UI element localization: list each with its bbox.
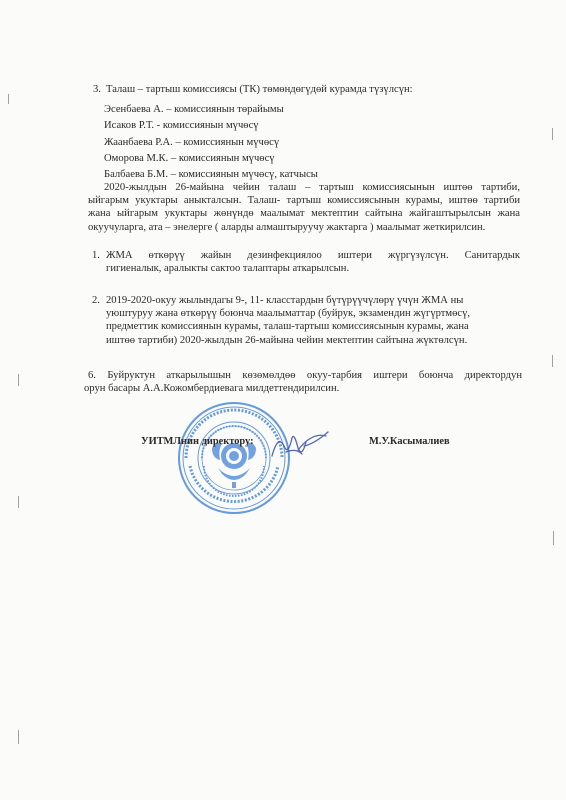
director-signature: [268, 428, 332, 462]
item6-paragraph: [84, 369, 522, 395]
list1-line-2: гигиеналык, аралыкты сактоо талаптары аткарылсын.: [106, 263, 350, 275]
list1-text: [106, 249, 520, 275]
commission-paragraph: [88, 181, 520, 234]
list1-number: 1.: [92, 250, 100, 261]
member-5: Балбаева Б.М. – комиссиянын мүчөсү, катчысы: [104, 169, 318, 180]
list2-line-1: 2019-2020-окуу жылындагы 9-, 11- класстардын бүтүрүүчүлөрү үчүн ЖМА ны: [106, 295, 464, 306]
scan-mark-left-mid: [18, 374, 19, 386]
item6-line-2: орун басары А.А.Кожомбердиевага милдеттендирилсин.: [84, 383, 340, 395]
list2-line-2: уюштуруу жана өткөрүү боюнча маалыматтар (буйрук, экзамендин жүгүртмөсү,: [106, 308, 471, 320]
list2-number: 2.: [92, 295, 100, 306]
director-name: М.У.Касымалиев: [369, 436, 450, 447]
member-2: Исаков Р.Т. - комиссиянын мүчөсү: [104, 120, 259, 131]
scan-mark-right-mid: [552, 355, 553, 367]
item3-heading: Талаш – тартыш комиссиясы (ТК) төмөндөгүдөй курамда түзүлсүн:: [106, 84, 413, 95]
list2-line-4: иштөө тартиби) 2020-жылдын 26-майына чейин мектептин сайтына жүктөлсүн.: [106, 334, 468, 346]
paragraph-line-4: окуучуларга, ата – энелерге ( аларды алмаштыруучу жактарга ) маалымат жеткирилсин.: [88, 221, 486, 233]
member-1: Эсенбаева А. – комиссиянын төрайымы: [104, 104, 284, 115]
scan-mark-right-low: [553, 531, 554, 545]
scan-mark-left-bottom: [18, 730, 19, 744]
director-title: УИТМЛнин директору:: [141, 436, 254, 447]
item6-line-1: 6. Буйруктун аткарылышын көзөмөлдөө окуу-тарбия иштери боюнча директордун: [88, 370, 522, 381]
member-4: Оморова М.К. – комиссиянын мүчөсү: [104, 153, 275, 164]
paragraph-line-2: ыйгарым укуктары аныкталсын. Талаш- тартыш комиссиясынын курамы, иштөө тартиби: [88, 195, 520, 207]
scan-mark-top-left: [8, 94, 9, 104]
item3-number: 3.: [93, 84, 101, 95]
member-3: Жаанбаева Р.А. – комиссиянын мүчөсү: [104, 137, 280, 148]
list2-text: [106, 294, 504, 347]
paragraph-line-1: 2020-жылдын 26-майына чейин талаш – тартыш комиссиясынын иштөө тартиби,: [104, 182, 520, 193]
paragraph-line-3: жана ыйгарым укуктары жөнүндө маалымат мектептин сайтына жайгаштырылсын жана: [88, 208, 520, 220]
scan-mark-right-top: [552, 128, 553, 140]
scan-mark-left-low: [18, 496, 19, 508]
list1-line-1: ЖМА өткөрүү жайын дезинфекциялоо иштери жүргүзүлсүн. Санитардык: [106, 250, 520, 261]
list2-line-3: предметтик комиссиянын курамы, талаш-тартыш комиссиясынын курамы, жана: [106, 321, 469, 333]
